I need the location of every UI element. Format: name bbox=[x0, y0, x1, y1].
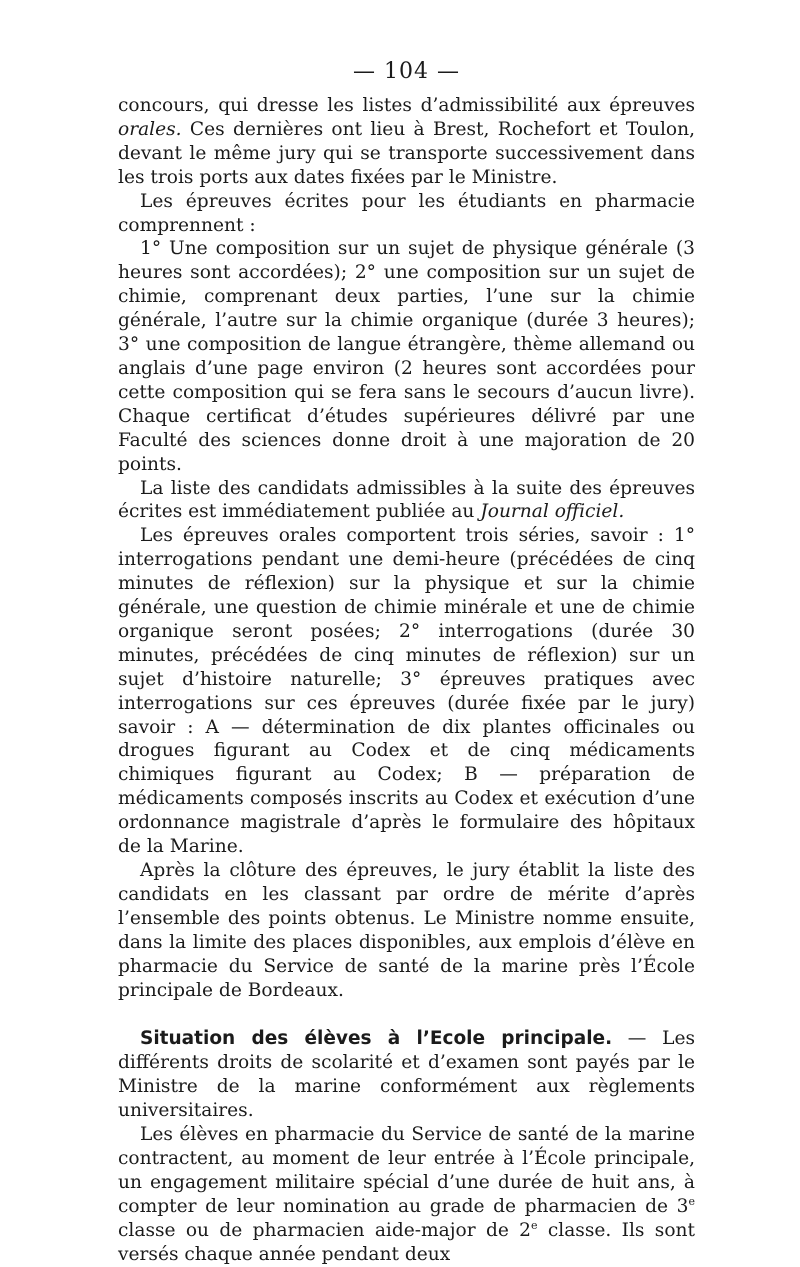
paragraph-admissibility bbox=[118, 94, 695, 190]
page-number: — 104 — bbox=[353, 59, 460, 84]
superscript: e bbox=[688, 1194, 695, 1208]
paragraph-written-exams-list: 1° Une composition sur un sujet de physique générale (3 heures sont accordées); 2° une composition sur un sujet de chimie, comprenant deux parties, l’une sur la chimie générale, l’autre sur la chimie organique (durée 3 heures); 3° une composition de langue étrangère, thème allemand ou anglais d’une page environ (2 heures sont accordées pour cette composition qui se fera sans le secours d’aucun livre). Chaque certificat d’études supérieures délivré par une Faculté des sciences donne droit à une majoration de 20 points. bbox=[118, 238, 695, 475]
section-gap bbox=[118, 1002, 695, 1027]
section-heading: Situation des élèves à l’Ecole principale. bbox=[140, 1028, 613, 1050]
paragraph-text: concours, qui dresse les listes d’admissibilité aux épreuves bbox=[118, 95, 695, 116]
paragraph-text: Les élèves en pharmacie du Service de santé de la marine contractent, au moment de leur entrée à l’École principale, un engagement militaire spécial d’une durée de huit ans, à compter de leur nomination au grade de pharmacien de 3 bbox=[118, 1124, 695, 1217]
paragraph-text: classe. Ils sont versés chaque année pendant deux bbox=[118, 1219, 695, 1265]
italic-text: orales. bbox=[118, 118, 182, 140]
paragraph-admissible-list bbox=[118, 477, 695, 525]
document-page bbox=[118, 56, 695, 1267]
paragraph-text: classe ou de pharmacien aide-major de 2 bbox=[118, 1219, 532, 1241]
paragraph-text: — Les différents droits de scolarité et d’examen sont payés par le Ministre de la marine conformément aux règlements universitaires. bbox=[118, 1028, 695, 1122]
italic-journal-officiel: Journal officiel. bbox=[480, 501, 625, 523]
paragraph-text: Ces dernières ont lieu à Brest, Rochefort et Toulon, devant le même jury qui se transporte successivement dans les trois ports aux dates fixées par le Ministre. bbox=[118, 118, 695, 188]
paragraph-text: La liste des candidats admissibles à la suite des épreuves écrites est immédiatement publiée au bbox=[118, 477, 695, 523]
paragraph-ranking: Après la clôture des épreuves, le jury établit la liste des candidats en les classant par ordre de mérite d’après l’ensemble des points obtenus. Le Ministre nomme ensuite, dans la limite des places disponibles, aux emplois d’élève en pharmacie du Service de santé de la marine près l’École principale de Bordeaux. bbox=[118, 860, 695, 1001]
paragraph-school-situation bbox=[118, 1027, 695, 1123]
paragraph-written-exams-intro: Les épreuves écrites pour les étudiants en pharmacie comprennent : bbox=[118, 190, 695, 236]
paragraph-oral-exams: Les épreuves orales comportent trois séries, savoir : 1° interrogations pendant une demi-heure (précédées de cinq minutes de réflexion) sur la physique et sur la chimie générale, une question de chimie minérale et une de chimie organique seront posées; 2° interrogations (durée 30 minutes, précédées de cinq minutes de réflexion) sur un sujet d’histoire naturelle; 3° épreuves pratiques avec interrogations sur ces épreuves (durée fixée par le jury) savoir : A — détermination de dix plantes officinales ou drogues figurant au Codex et de cinq médicaments chimiques figurant au Codex; B — préparation de médicaments composés inscrits au Codex et exécution d’une ordonnance magistrale d’après le formulaire des hôpitaux de la Marine. bbox=[118, 525, 695, 858]
superscript: e bbox=[531, 1218, 538, 1232]
